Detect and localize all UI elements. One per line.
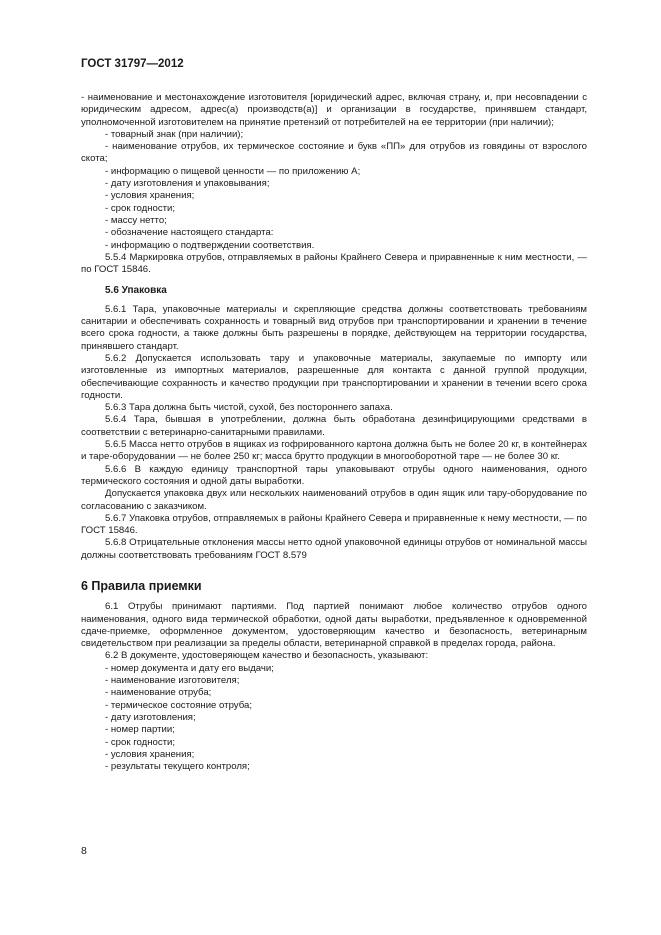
document-header: ГОСТ 31797—2012 [81, 58, 184, 70]
paragraph: 5.6.5 Масса нетто отрубов в ящиках из гофрированного картона должна быть не более 20 кг, в контейнерах и таре-оборудовании — не более 250 кг; масса брутто продукции в многооборотной таре — не более 30 кг. [81, 439, 587, 463]
list-item: - товарный знак (при наличии); [105, 128, 244, 140]
list-item: - обозначение настоящего стандарта: [105, 227, 274, 239]
paragraph: 5.6.1 Тара, упаковочные материалы и скрепляющие средства должны соответствовать требованиям санитарии и обеспечивать сохранность и товарный вид отрубов при транспортировании и хранении в течение всего срока годности, а также должны быть разрешены в порядке, действующем на территории государства, принявшего стандарт. [81, 303, 587, 352]
list-item: - наименование изготовителя; [105, 675, 240, 687]
paragraph: 5.6.6 В каждую единицу транспортной тары упаковывают отрубы одного наименования, одного термического состояния и одной даты выработки. [81, 463, 587, 487]
list-item: - дату изготовления и упаковывания; [105, 178, 270, 190]
list-item: - наименование и местонахождение изготовителя [юридический адрес, включая страну, и, при несовпадении с юридическим адресом, адрес(а) производств(а)] и организации в государстве, принявшем стандарт, уполномоченной изготовителем на принятие претензий от потребителей на ее территории (при наличии); [81, 92, 587, 128]
page-number: 8 [81, 845, 87, 857]
list-item: - условия хранения; [105, 748, 195, 760]
list-item: - дату изготовления; [105, 711, 196, 723]
list-item: - результаты текущего контроля; [105, 761, 250, 773]
paragraph: 5.6.2 Допускается использовать тару и упаковочные материалы, закупаемые по импорту или изготовленные из импортных материалов, разрешенные для контакта с данной группой продукции, обеспечивающие сохранность и качество продукции при транспортировании и хранении в течении всего срока годности. [81, 352, 587, 401]
paragraph: 6.2 В документе, удостоверяющем качество и безопасность, указывают: [105, 650, 429, 662]
page-body [81, 92, 587, 773]
list-item: - термическое состояние отруба; [105, 699, 252, 711]
list-item: - срок годности; [105, 736, 176, 748]
section-heading: 5.6 Упаковка [105, 285, 167, 297]
list-item: - номер документа и дату его выдачи; [105, 662, 274, 674]
list-item: - наименование отрубов, их термическое состояние и букв «ПП» для отрубов из говядины от взрослого скота; [81, 141, 587, 165]
paragraph: 5.6.4 Тара, бывшая в употреблении, должна быть обработана дезинфицирующими средствами в соответствии с ветеринарно-санитарными правилами. [81, 414, 587, 438]
list-item: - информацию о пищевой ценности — по приложению А; [105, 165, 361, 177]
list-item: - наименование отруба; [105, 687, 212, 699]
list-item: - условия хранения; [105, 190, 195, 202]
paragraph: 5.6.3 Тара должна быть чистой, сухой, без постороннего запаха. [105, 402, 393, 414]
list-item: - массу нетто; [105, 214, 167, 226]
list-item: - номер партии; [105, 724, 175, 736]
paragraph: 5.5.4 Маркировка отрубов, отправляемых в районы Крайнего Севера и приравненные к ним местности, — по ГОСТ 15846. [81, 251, 587, 276]
list-item: - срок годности; [105, 202, 176, 214]
paragraph: 5.6.7 Упаковка отрубов, отправляемых в районы Крайнего Севера и приравненные к нему местности, — по ГОСТ 15846. [81, 512, 587, 537]
list-item: - информацию о подтверждении соответствия. [105, 239, 315, 251]
paragraph: 5.6.8 Отрицательные отклонения массы нетто одной упаковочной единицы отрубов от номинальной массы должны соответствовать требованиям ГОСТ 8.579 [81, 537, 587, 561]
paragraph: Допускается упаковка двух или нескольких наименований отрубов в один ящик или тару-оборудование по согласованию с заказчиком. [81, 488, 587, 512]
chapter-heading: 6 Правила приемки [81, 578, 202, 593]
paragraph: 6.1 Отрубы принимают партиями. Под партией понимают любое количество отрубов одного наименования, одного вида термической обработки, одной даты выработки, предъявленное к одновременной сдаче-приемке, оформленное документом, удостоверяющим качество и безопасность, ветеринарным свидетельством при реализации за пределы области, ветеринарной справкой в пределах города, района. [81, 601, 587, 650]
